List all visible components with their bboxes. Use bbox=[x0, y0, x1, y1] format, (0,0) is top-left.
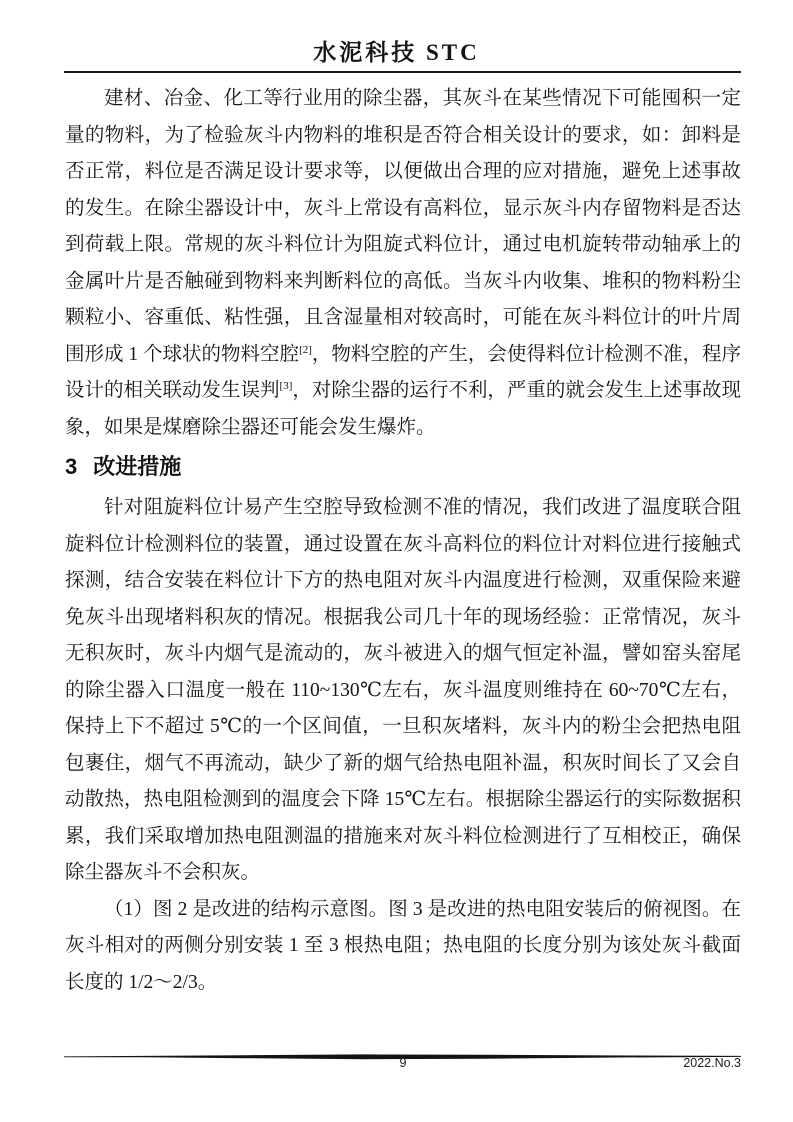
section-title: 改进措施 bbox=[93, 454, 182, 479]
paragraph-1-text: ，物料空腔的产生，会使得料位计检测不准，程序设计的相关联动发生误判 bbox=[65, 343, 741, 401]
paragraph-1-text: 建材、冶金、化工等行业用的除尘器，其灰斗在某些情况下可能囤积一定量的物料，为了检验灰斗内物料的堆积是否符合相关设计的要求，如：卸料是否正常，料位是否满足设计要求等，以便做出合理的应对措施，避免上述事故的发生。在除尘器设计中，灰斗上常设有高料位，显示灰斗内存留物料是否达到荷载上限。常规的灰斗料位计为阻旋式料位计，通过电机旋转带动轴承上的金属叶片是否触碰到物料来判断料位的高低。当灰斗内收集、堆积的物料粉尘颗粒小、容重低、粘性强，且含湿量相对较高时，可能在灰斗料位计的叶片周围形成 1 个球状的物料空腔 bbox=[65, 88, 741, 365]
citation-ref-2: [2] bbox=[299, 343, 312, 356]
paragraph-1 bbox=[65, 81, 741, 446]
footer-rule bbox=[64, 1048, 741, 1056]
journal-title: 水泥科技 STC bbox=[313, 40, 480, 65]
section-heading bbox=[65, 452, 741, 482]
footer bbox=[65, 1056, 741, 1074]
section-number: 3 bbox=[65, 454, 78, 479]
page-number: 9 bbox=[399, 1056, 407, 1070]
paragraph-3: （1）图 2 是改进的结构示意图。图 3 是改进的热电阻安装后的俯视图。在灰斗相对的两侧分别安装 1 至 3 根热电阻；热电阻的长度分别为该处灰斗截面长度的 1/2～2/3。 bbox=[65, 898, 741, 993]
article-body bbox=[65, 81, 741, 1001]
paragraph-1-text: ，对除尘器的运行不利，严重的就会发生上述事故现象，如果是煤磨除尘器还可能会发生爆炸。 bbox=[65, 380, 741, 438]
citation-ref-3: [3] bbox=[279, 380, 293, 392]
header-rule bbox=[64, 71, 741, 73]
paragraph-2: 针对阻旋料位计易产生空腔导致检测不准的情况，我们改进了温度联合阻旋料位计检测料位的装置，通过设置在灰斗高料位的料位计对料位进行接触式探测，结合安装在料位计下方的热电阻对灰斗内温度进行检测，双重保险来避免灰斗出现堵料积灰的情况。根据我公司几十年的现场经验：正常情况，灰斗无积灰时，灰斗内烟气是流动的，灰斗被进入的烟气恒定补温，譬如窑头窑尾的除尘器入口温度一般在 110~130℃左右，灰斗温度则维持在 60~70℃左右，保持上下不超过 5℃的一个区间值，一旦积灰堵料，灰斗内的粉尘会把热电阻包裹住，烟气不再流动，缺少了新的烟气给热电阻补温，积灰时间长了又会自动散热，热电阻检测到的温度会下降 15℃左右。根据除尘器运行的实际数据积累，我们采取增加热电阻测温的措施来对灰斗料位检测进行了互相校正，确保除尘器灰斗不会积灰。 bbox=[65, 497, 741, 883]
issue-label: 2022.No.3 bbox=[683, 1056, 741, 1070]
